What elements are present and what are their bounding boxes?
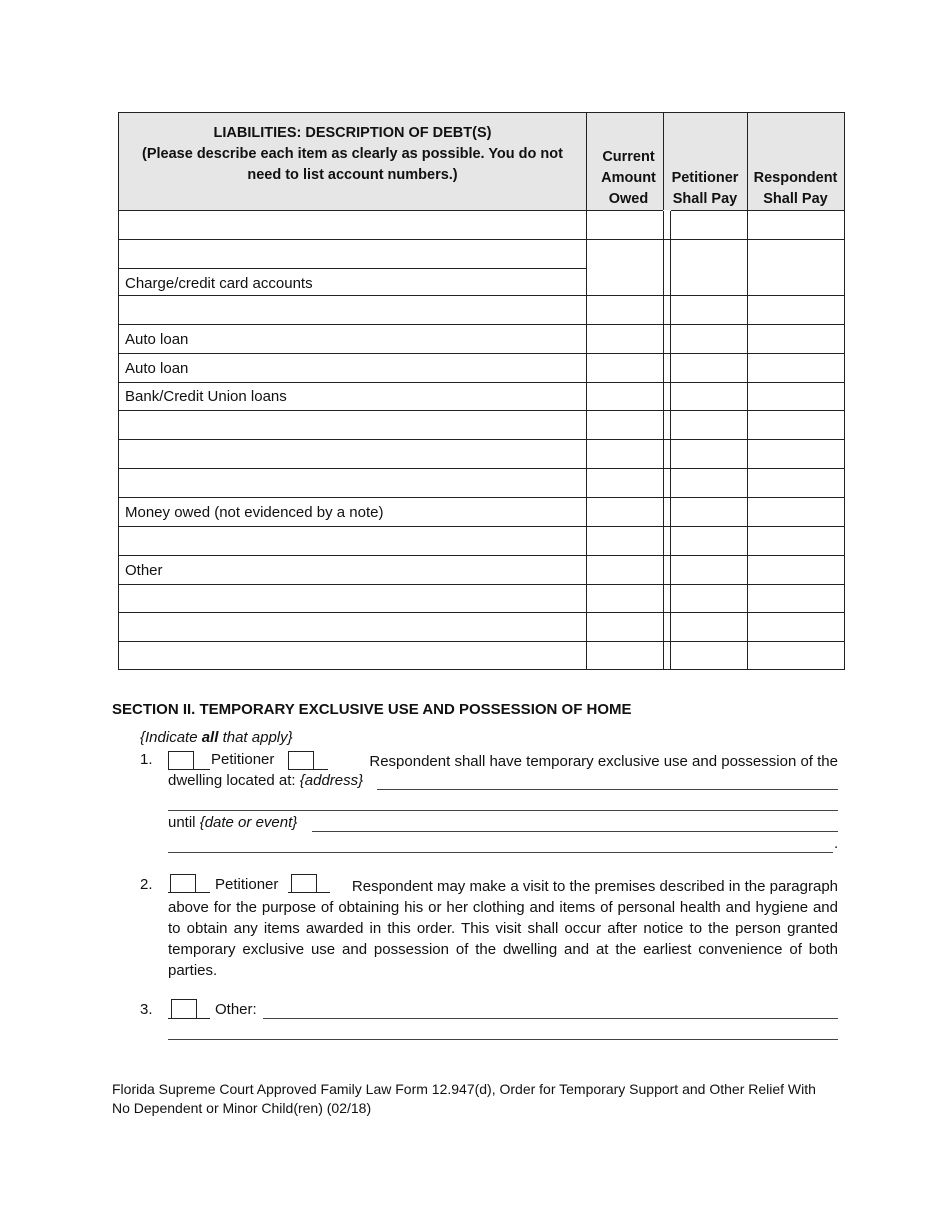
petitioner-pay-header: Petitioner Shall Pay — [671, 170, 739, 207]
respondent-pay-header: Respondent Shall Pay — [753, 170, 838, 207]
row-label-other: Other — [125, 562, 163, 579]
dwelling-label: dwelling located at: {address} — [168, 772, 364, 789]
column-divider — [586, 113, 587, 669]
until-label: until {date or event} — [168, 814, 298, 831]
item-number: 1. — [140, 751, 153, 768]
respondent-checkbox[interactable] — [291, 874, 317, 893]
current-amount-header: Current Amount Owed — [601, 149, 656, 207]
petitioner-checkbox[interactable] — [170, 874, 196, 893]
address-field[interactable] — [377, 789, 838, 790]
row-label-money-owed: Money owed (not evidenced by a note) — [125, 504, 384, 521]
other-field[interactable] — [263, 1018, 838, 1019]
item2-text: above for the purpose of obtaining his or her clothing and items of personal health and hygiene and to obtain any items awarded in this order. This visit shall occur after notice to the person granted temporary exclusive use and possession of the dwelling and at the earliest convenience of both parties. — [168, 899, 838, 979]
item-number: 2. — [140, 876, 153, 893]
respondent-checkbox[interactable] — [288, 751, 314, 770]
table-header — [119, 113, 844, 211]
item2-text-first: Respondent may make a visit to the premises described in the paragraph — [351, 878, 838, 895]
form-footer: Florida Supreme Court Approved Family Law Form 12.947(d), Order for Temporary Support and Other Relief With No Dependent or Minor Child(ren) (02/18) — [112, 1081, 816, 1116]
column-divider — [747, 113, 748, 669]
liabilities-table — [118, 112, 845, 670]
address-field-line2[interactable] — [168, 810, 838, 811]
column-divider — [663, 113, 664, 669]
item-number: 3. — [140, 1001, 153, 1018]
section-title: SECTION II. TEMPORARY EXCLUSIVE USE AND POSSESSION OF HOME — [112, 701, 632, 718]
indicate-instruction: {Indicate all that apply} — [140, 729, 293, 746]
petitioner-label: Petitioner — [215, 876, 279, 893]
petitioner-checkbox[interactable] — [168, 751, 194, 770]
other-label: Other: — [215, 1001, 257, 1018]
row-label-auto-loan: Auto loan — [125, 360, 189, 377]
row-label-auto-loan: Auto loan — [125, 331, 189, 348]
other-field-line2[interactable] — [168, 1039, 838, 1040]
until-field-line2[interactable] — [168, 852, 833, 853]
petitioner-label: Petitioner — [211, 751, 275, 768]
row-label-bank-loans: Bank/Credit Union loans — [125, 388, 287, 405]
other-checkbox[interactable] — [171, 999, 197, 1018]
row-label-charge-credit: Charge/credit card accounts — [125, 275, 313, 292]
until-field[interactable] — [312, 831, 838, 832]
description-header: LIABILITIES: DESCRIPTION OF DEBT(S) (Please describe each item as clearly as possible. You do not need to list account numbers.) — [142, 125, 563, 183]
item1-text: Respondent shall have temporary exclusive use and possession of the — [369, 753, 838, 770]
